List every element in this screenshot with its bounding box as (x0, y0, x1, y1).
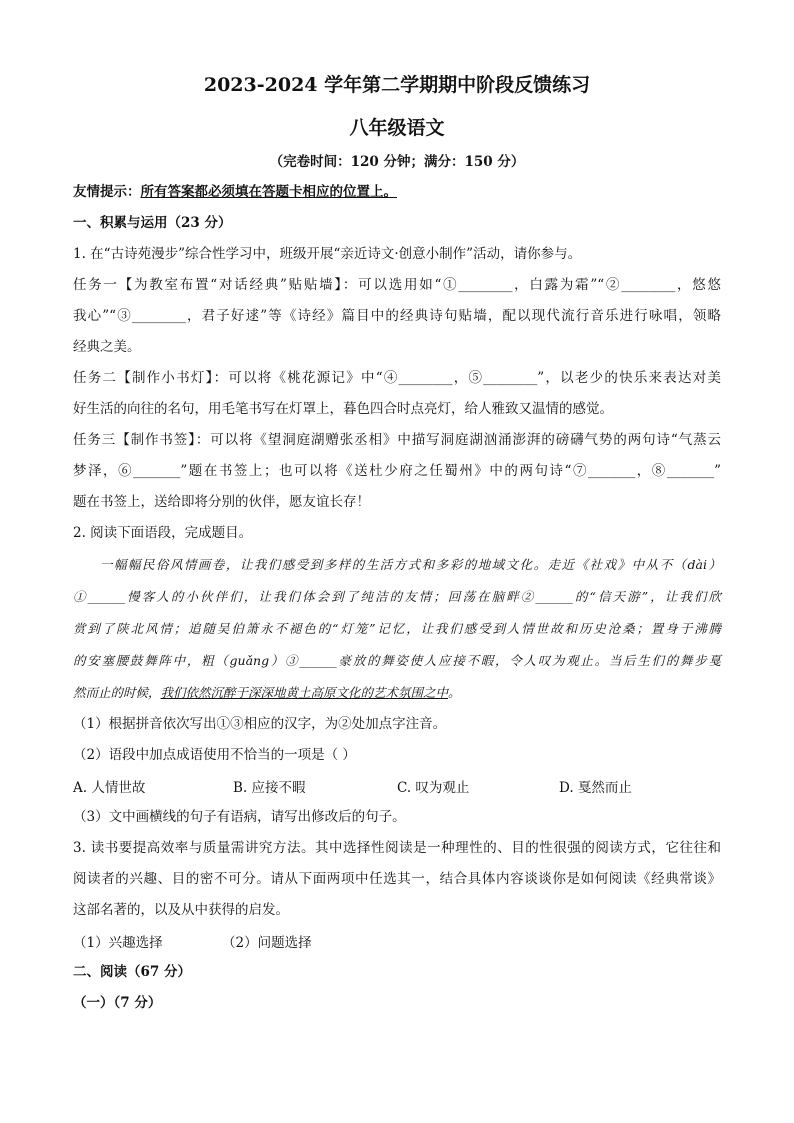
q1-line-8: 梦泽，⑥_______”题在书签上；也可以将《送杜少府之任蜀州》中的两句诗“⑦_______，⑧_______” (73, 463, 721, 479)
q2-sub-3: （3）文中画横线的句子有语病，请写出修改后的句子。 (73, 809, 406, 825)
q1-line-2: 任务一【为教室布置“对话经典”贴贴墙】：可以选用如“①________，白露为霜”“②________，悠悠 (73, 277, 721, 293)
notice-text: 所有答案都必须填在答题卡相应的位置上。 (140, 184, 397, 200)
section-2-part-1: （一）（7 分） (73, 995, 162, 1011)
q3-line-2: 阅读者的兴趣、目的密不可分。请从下面两项中任选其一，结合具体内容谈谈你是如何阅读《经典常谈》 (73, 871, 721, 887)
q2-passage-line-4: 的安塞腰鼓舞阵中，粗（guǎng）③______豪放的舞姿使人应接不暇，令人叹为观止。当后生们的舞步戛 (73, 653, 721, 668)
q1-line-9: 题在书签上，送给即将分别的伙伴，愿友谊长存！ (73, 494, 370, 510)
q1-line-1: 1. 在“古诗苑漫步”综合性学习中，班级开展“亲近诗文·创意小制作”活动，请你参与。 (73, 246, 582, 262)
q1-line-5: 任务二【制作小书灯】：可以将《桃花源记》中“④________，⑤________”，以老少的快乐来表达对美 (73, 370, 721, 386)
q2-option-c: C. 叹为观止 (397, 780, 470, 796)
q1-line-4: 经典之美。 (73, 339, 141, 355)
q2-sub-2: （2）语段中加点成语使用不恰当的一项是（ ） (73, 747, 356, 763)
q3-option-2: （2）问题选择 (222, 935, 312, 951)
notice-label: 友情提示： (73, 184, 141, 200)
q2-option-d: D. 戛然而止 (559, 780, 632, 796)
q2-passage-line-2: ①______慢客人的小伙伴们，让我们体会到了纯洁的友情；回荡在脑畔②______的“信天游”，让我们欣 (73, 589, 721, 604)
q1-line-6: 好生活的向往的名句，用毛笔书写在灯罩上，暮色四合时点亮灯，给人雅致又温情的感觉。 (73, 401, 613, 417)
exam-title: 2023-2024 学年第二学期期中阶段反馈练习 (203, 74, 591, 96)
q2-passage-line-5 (73, 683, 721, 703)
q1-line-3: 我心”“③________，君子好逑”等《诗经》篇目中的经典诗句贴墙，配以现代流行音乐进行咏唱，领略 (73, 308, 721, 324)
q2-passage-line-1: 一幅幅民俗风情画卷，让我们感受到多样的生活方式和多彩的地域文化。走近《社戏》中从不（dài） (100, 557, 721, 572)
q2-passage-text: 然而止的时候， (73, 685, 161, 700)
notice (73, 182, 721, 202)
q3-line-3: 这部名著的，以及从中获得的启发。 (73, 902, 289, 918)
q2-underlined-sentence: 我们依然沉醉于深深地黄土高原文化的艺术氛围之中 (160, 685, 449, 700)
q2-intro: 2. 阅读下面语段，完成题目。 (73, 525, 253, 541)
subject-title: 八年级语文 (349, 117, 445, 139)
section-2-title: 二、阅读（67 分） (73, 964, 191, 980)
section-1-title: 一、积累与运用（23 分） (73, 215, 232, 231)
q2-passage-line-3: 赏到了陕北风情；追随吴伯箫永不褪色的“灯笼”记忆，让我们感受到人情世故和历史沧桑；置身于沸腾 (73, 621, 721, 636)
q3-line-1: 3. 读书要提高效率与质量需讲究方法。其中选择性阅读是一种理性的、目的性很强的阅读方式，它往往和 (73, 840, 721, 856)
q2-option-b: B. 应接不暇 (233, 780, 306, 796)
q2-sub-1: （1）根据拼音依次写出①③相应的汉字，为②处加点字注音。 (73, 716, 447, 732)
q1-line-7: 任务三【制作书签】：可以将《望洞庭湖赠张丞相》中描写洞庭湖汹涌澎湃的磅礴气势的两句诗“气蒸云 (73, 432, 721, 448)
q2-passage-end: 。 (448, 685, 461, 700)
exam-info: （完卷时间：120 分钟；满分：150 分） (269, 154, 525, 170)
q2-option-a: A. 人情世故 (73, 780, 146, 796)
q3-option-1: （1）兴趣选择 (73, 935, 163, 951)
